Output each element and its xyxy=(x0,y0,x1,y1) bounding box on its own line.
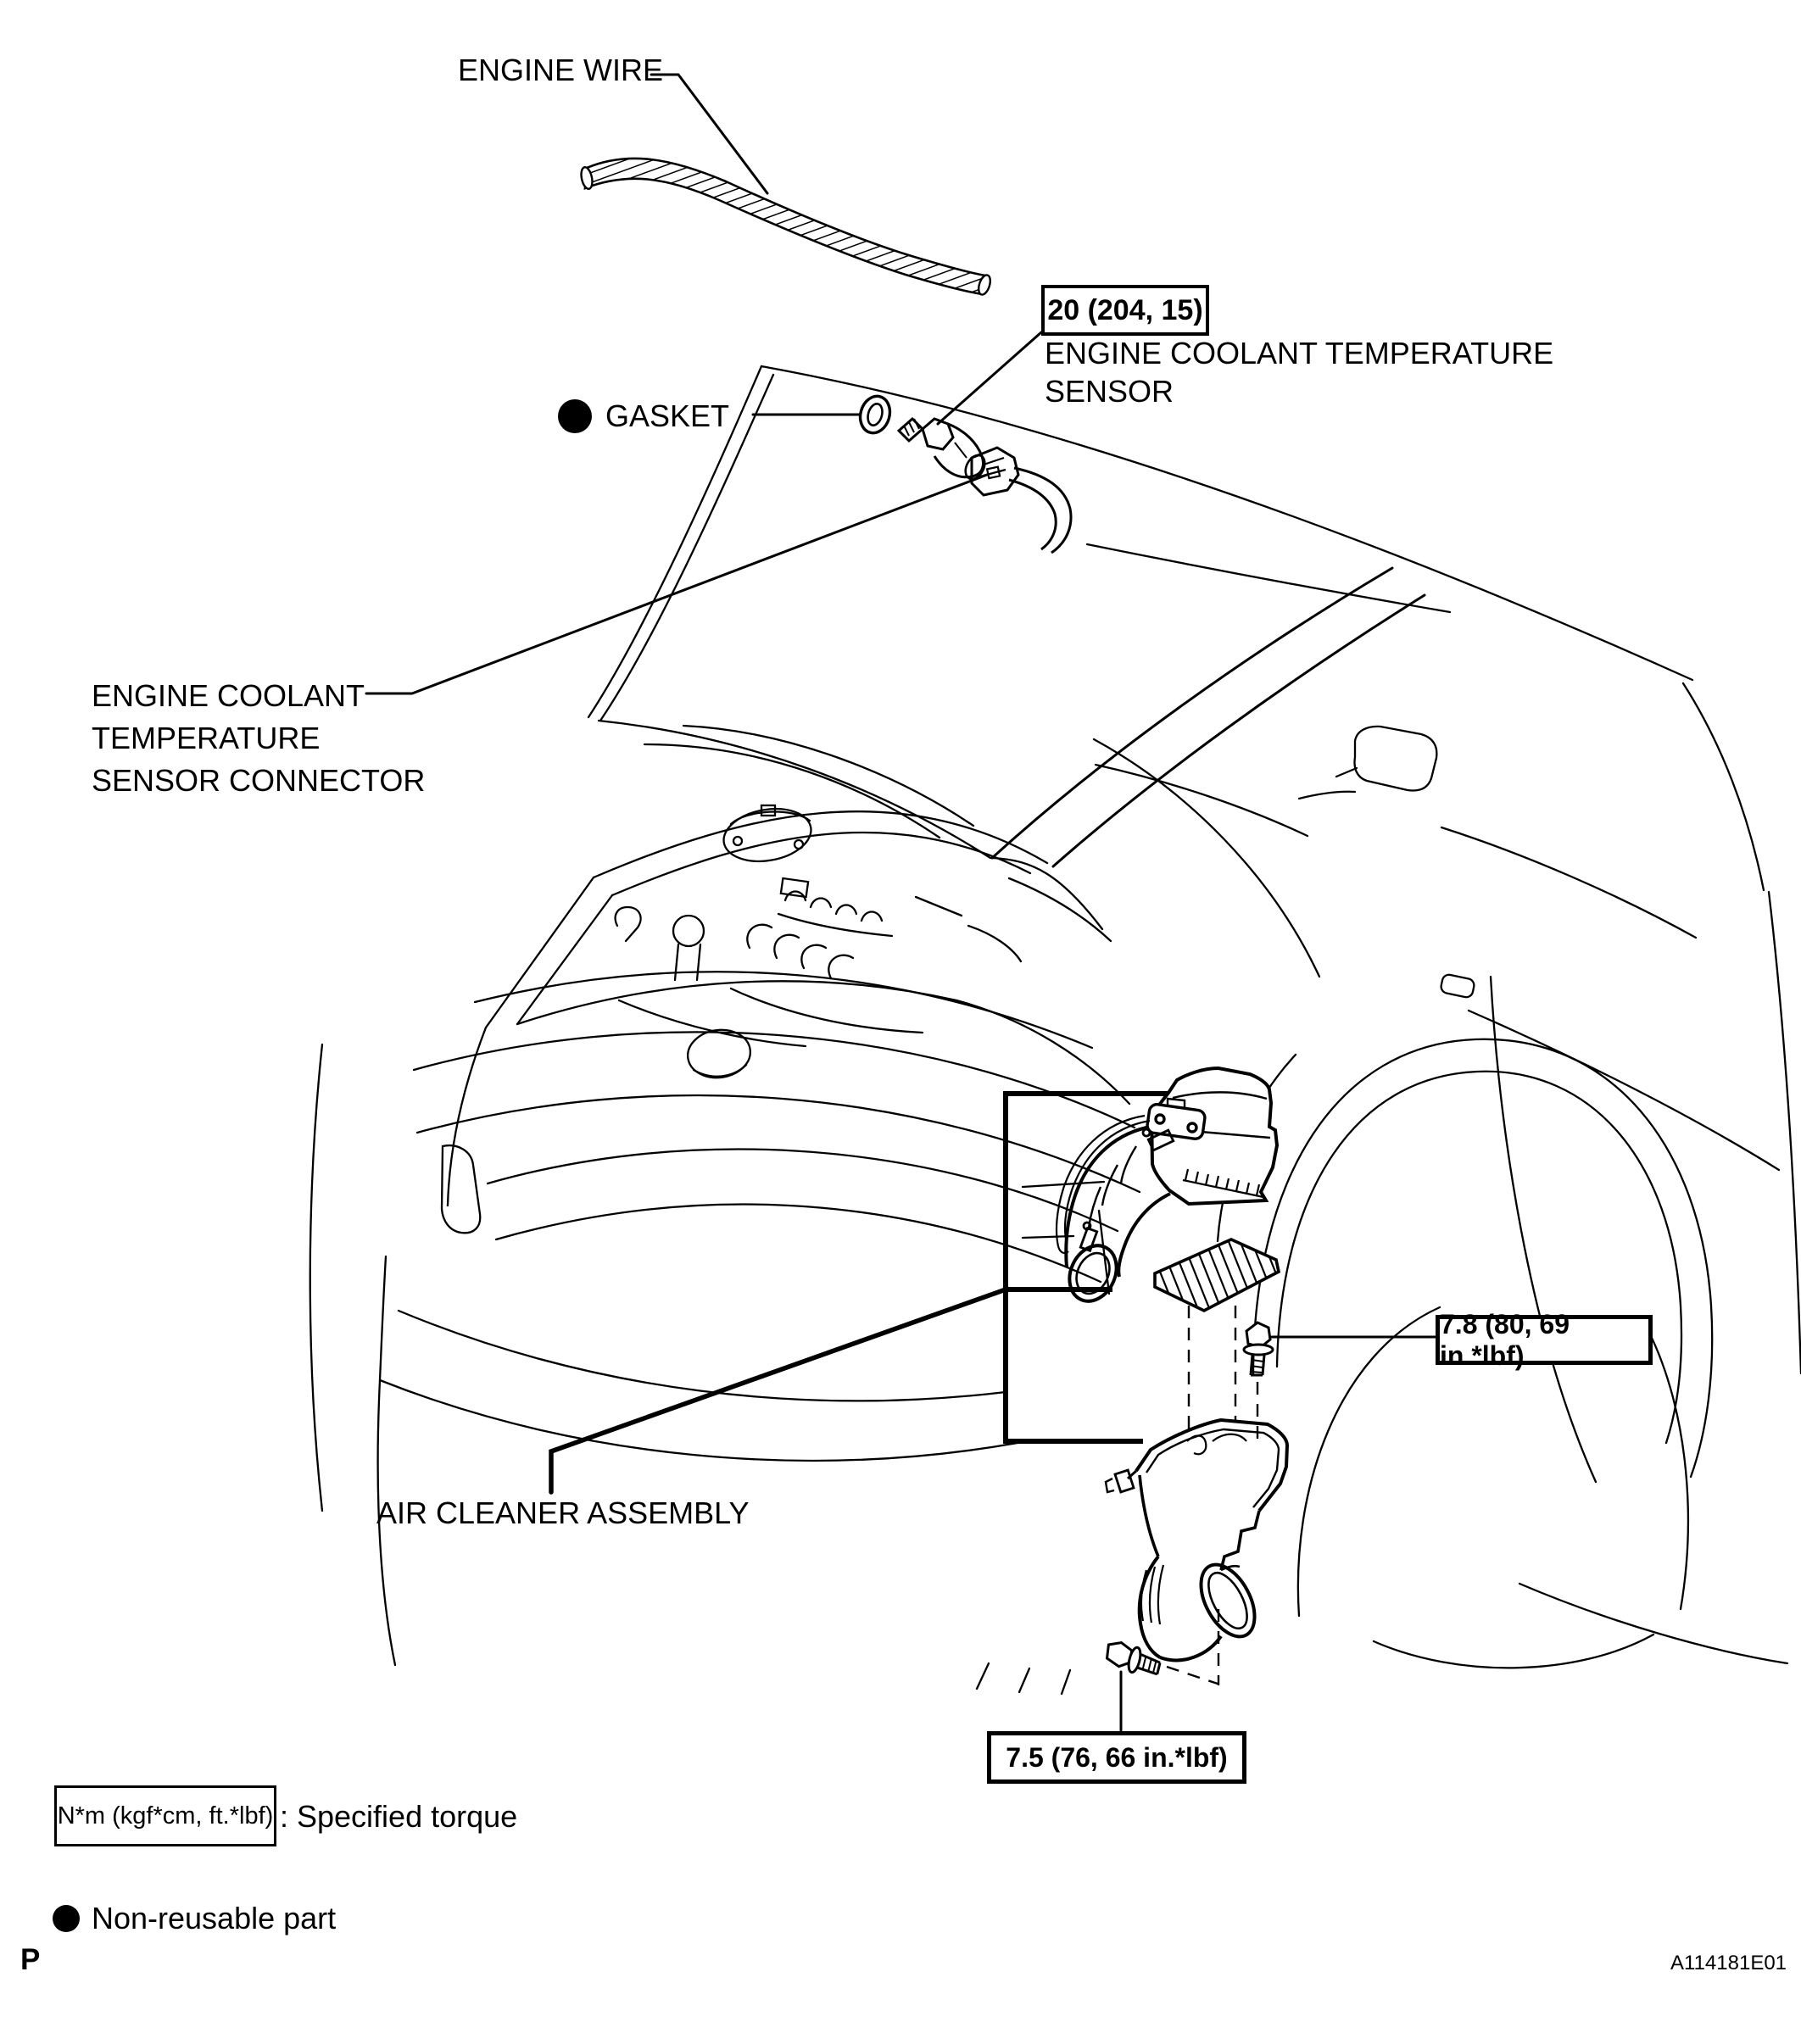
legend-torque-unit-box: N*m (kgf*cm, ft.*lbf) xyxy=(54,1785,276,1846)
label-gasket: GASKET xyxy=(558,397,729,436)
leader-ect-sensor-torque xyxy=(938,332,1041,424)
non-reusable-dot-icon xyxy=(53,1905,80,1932)
ect-sensor-part xyxy=(899,419,989,482)
figure-code: A114181E01 xyxy=(1670,1952,1787,1974)
front-grille xyxy=(310,972,1140,1511)
leader-lines xyxy=(366,75,1436,1730)
air-cleaner-lower-case xyxy=(1106,1420,1287,1660)
brand-emblem xyxy=(684,1026,753,1082)
engine-bay xyxy=(486,802,1129,1104)
hose-clamp xyxy=(1080,1129,1173,1250)
connector-wire xyxy=(1014,468,1071,553)
label-air-cleaner: AIR CLEANER ASSEMBLY xyxy=(376,1495,750,1530)
bolt-7-5 xyxy=(1103,1640,1163,1679)
legend-non-reusable: Non-reusable part xyxy=(53,1899,336,1938)
assembly-dashed-lines xyxy=(1167,1306,1257,1685)
label-ect-connector: ENGINE COOLANT TEMPERATURE SENSOR CONNECTOR xyxy=(92,678,426,798)
reservoir-cap xyxy=(673,916,704,946)
side-mirror xyxy=(1299,727,1436,799)
label-engine-wire: ENGINE WIRE xyxy=(458,53,664,87)
air-filter-element xyxy=(1146,1204,1282,1323)
legend-torque-desc: : Specified torque xyxy=(280,1799,518,1834)
torque-box-ect-sensor: 20 (204, 15) xyxy=(1041,285,1209,336)
label-ect-sensor: ENGINE COOLANT TEMPERATURE SENSOR xyxy=(1045,336,1554,409)
air-cleaner-cap xyxy=(1146,1068,1277,1204)
gasket-ring xyxy=(856,393,895,437)
non-reusable-dot-icon xyxy=(558,399,592,433)
ect-connector-part xyxy=(972,448,1071,553)
leader-air-cleaner xyxy=(551,1289,1006,1492)
door-handle xyxy=(1440,973,1475,998)
torque-box-cap-bolt: 7.8 (80, 69 in.*lbf) xyxy=(1436,1315,1653,1365)
torque-box-case-bolt: 7.5 (76, 66 in.*lbf) xyxy=(987,1731,1246,1784)
engine-wire-tube xyxy=(579,159,992,296)
connector-wire xyxy=(1009,480,1056,549)
page-marker: P xyxy=(20,1943,41,1976)
bolt-7-8 xyxy=(1244,1323,1273,1375)
